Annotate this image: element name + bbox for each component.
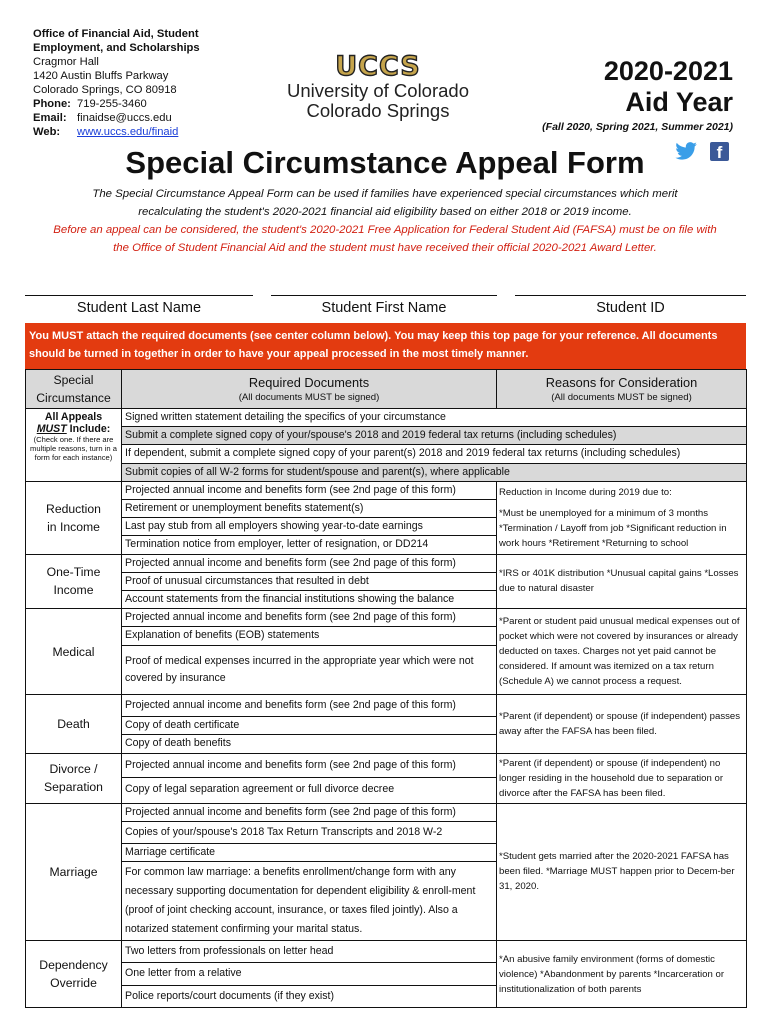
student-id-field[interactable]: Student ID xyxy=(515,295,746,316)
list-item: Projected annual income and benefits form (see 2nd page of this form) xyxy=(122,555,496,573)
list-item: Submit a complete signed copy of your/spouse's 2018 and 2019 federal tax returns (including schedules) xyxy=(122,427,746,445)
reduction-reason-body: *Must be unemployed for a minimum of 3 months *Termination / Layoff from job *Significant reduction in work hours *Retirement *Returning to school xyxy=(499,507,727,549)
header-required-documents xyxy=(122,370,497,409)
dependency-label2: Override xyxy=(50,976,97,991)
reduction-label1: Reduction xyxy=(46,501,101,516)
list-item: Projected annual income and benefits form (see 2nd page of this form) xyxy=(122,482,496,500)
circumstance-table xyxy=(25,369,747,1008)
divorce-label2: Separation xyxy=(44,780,103,795)
marriage-label: Marriage xyxy=(26,803,122,941)
aid-year-label: Aid Year xyxy=(625,87,733,117)
divorce-reasons: *Parent (if dependent) or spouse (if independent) no longer residing in the household due to separation or divorce after the FAFSA has been filed. xyxy=(497,753,747,803)
university-name-line1: University of Colorado xyxy=(287,80,469,101)
dependency-reasons: *An abusive family environment (forms of domestic violence) *Abandonment by parents *Incarceration or institutionalization of both parents xyxy=(497,941,747,1008)
email-value: finaidse@uccs.edu xyxy=(77,112,172,124)
table-row-dependency-override[interactable] xyxy=(26,941,747,1008)
web-link[interactable]: www.uccs.edu/finaid xyxy=(77,126,179,138)
aid-year-value: 2020-2021 xyxy=(603,56,733,86)
list-item: Explanation of benefits (EOB) statements xyxy=(122,627,496,645)
header-reasons-title: Reasons for Consideration xyxy=(545,374,698,390)
one-time-label1: One-Time xyxy=(46,565,101,580)
dependency-label xyxy=(26,941,122,1008)
office-name-line1: Office of Financial Aid, Student xyxy=(33,28,199,40)
reduction-reason-title: Reduction in Income during 2019 due to: xyxy=(499,486,672,498)
table-row-medical[interactable] xyxy=(26,609,747,695)
web-label: Web: xyxy=(33,126,61,138)
student-first-name-field[interactable]: Student First Name xyxy=(271,295,497,316)
list-item: Proof of unusual circumstances that resulted in debt xyxy=(122,573,496,591)
student-last-name-field[interactable]: Student Last Name xyxy=(25,295,253,316)
list-item: Police reports/court documents (if they exist) xyxy=(125,989,335,1002)
intro-line2: recalculating the student's 2020-2021 financial aid eligibility based on either 2018 or 2019 income. xyxy=(138,206,632,218)
list-item: For common law marriage: a benefits enrollment/change form with any necessary supporting documentation for dependent eligibility & enroll-ment (proof of joint checking account, insurance, or taxes filed jointly). Also a notarized statement confirming your marital status. xyxy=(125,866,476,936)
list-item: If dependent, submit a complete signed copy of your parent(s) 2018 and 2019 federal tax returns (including schedules) xyxy=(122,445,746,463)
table-row-divorce-separation[interactable] xyxy=(26,753,747,803)
one-time-reasons: *IRS or 401K distribution *Unusual capital gains *Losses due to natural disaster xyxy=(497,554,747,609)
banner-line1: You MUST attach the required documents (see center column below). You may keep this top page for your reference. All documents xyxy=(29,330,718,342)
marriage-docs xyxy=(122,803,497,941)
list-item: Submit copies of all W-2 forms for student/spouse and parent(s), where applicable xyxy=(122,464,746,481)
list-item: One letter from a relative xyxy=(122,963,496,985)
header-reasons xyxy=(497,370,747,409)
office-name-line2: Employment, and Scholarships xyxy=(33,42,200,54)
uccs-wordmark: UCCS xyxy=(335,51,421,82)
dependency-label1: Dependency xyxy=(39,958,108,973)
list-item: Copy of death certificate xyxy=(122,717,496,735)
marriage-reasons: *Student gets married after the 2020-2021 FAFSA has been filed. *Marriage MUST happen prior to Decem-ber 31, 2020. xyxy=(497,803,747,941)
reduction-label xyxy=(26,481,122,554)
office-contact-block xyxy=(33,27,200,139)
address-line2: 1420 Austin Bluffs Parkway xyxy=(33,70,169,82)
list-item: Copies of your/spouse's 2018 Tax Return Transcripts and 2018 W-2 xyxy=(122,822,496,844)
header-circumstance-line2: Circumstance xyxy=(36,391,111,405)
banner-line2: should be turned in together in order to have your appeal processed in the most timely manner. xyxy=(29,348,529,360)
form-title: Special Circumstance Appeal Form xyxy=(125,145,645,180)
reduction-reasons xyxy=(497,481,747,554)
all-appeals-must: MUST xyxy=(36,423,67,435)
uccs-logo xyxy=(285,52,471,121)
medical-label: Medical xyxy=(26,609,122,695)
divorce-label xyxy=(26,753,122,803)
web-row xyxy=(33,125,200,139)
list-item: Marriage certificate xyxy=(122,844,496,862)
list-item: Account statements from the financial institutions showing the balance xyxy=(125,593,455,606)
all-appeals-note: (Check one. If there are multiple reasons, turn in a form for each instance) xyxy=(30,435,117,463)
list-item: Copy of legal separation agreement or full divorce decree xyxy=(125,783,395,796)
divorce-docs xyxy=(122,753,497,803)
medical-reasons: *Parent or student paid unusual medical expenses out of pocket which were not covered by insurances or already deducted on taxes. Charges not yet paid cannot be considered. If amount was itemized on a tax return (Schedule A) we cannot process a request. xyxy=(497,609,747,695)
header-reasons-sub: (All documents MUST be signed) xyxy=(551,391,692,403)
table-row-marriage[interactable] xyxy=(26,803,747,941)
reduction-docs xyxy=(122,481,497,554)
list-item: Projected annual income and benefits form (see 2nd page of this form) xyxy=(122,755,496,778)
death-docs xyxy=(122,695,497,754)
intro-text xyxy=(20,185,750,257)
all-appeals-docs xyxy=(122,409,747,482)
death-label: Death xyxy=(26,695,122,754)
intro-warning-line1: Before an appeal can be considered, the student's 2020-2021 Free Application for Federal Student Aid (FAFSA) must be on file with xyxy=(53,224,717,236)
header-circumstance xyxy=(26,370,122,409)
required-documents-banner xyxy=(25,323,746,369)
list-item: Projected annual income and benefits form (see 2nd page of this form) xyxy=(122,609,496,627)
one-time-docs xyxy=(122,554,497,609)
intro-warning-line2: the Office of Student Financial Aid and the student must have received their official 2020-2021 Award Letter. xyxy=(113,242,657,254)
table-row-all-appeals xyxy=(26,409,747,482)
header-required-documents-title: Required Documents xyxy=(248,374,370,390)
table-row-reduction-in-income[interactable] xyxy=(26,481,747,554)
list-item: Projected annual income and benefits form (see 2nd page of this form) xyxy=(122,804,496,822)
table-header-row xyxy=(26,370,747,409)
death-reasons: *Parent (if dependent) or spouse (if independent) passes away after the FAFSA has been filed. xyxy=(497,695,747,754)
medical-docs xyxy=(122,609,497,695)
phone-value: 719-255-3460 xyxy=(77,98,147,110)
email-label: Email: xyxy=(33,112,67,124)
list-item: Signed written statement detailing the specifics of your circumstance xyxy=(122,409,746,427)
all-appeals-label1: All Appeals xyxy=(44,411,103,423)
list-item: Projected annual income and benefits form (see 2nd page of this form) xyxy=(122,695,496,717)
table-row-death[interactable] xyxy=(26,695,747,754)
email-row xyxy=(33,111,200,125)
list-item: Proof of medical expenses incurred in the appropriate year which were not covered by insurance xyxy=(125,654,474,684)
divorce-label1: Divorce / xyxy=(49,762,98,777)
header-circumstance-line1: Special xyxy=(53,373,94,387)
all-appeals-label xyxy=(26,409,122,482)
address-line3: Colorado Springs, CO 80918 xyxy=(33,84,177,96)
table-row-one-time-income[interactable] xyxy=(26,554,747,609)
aid-year-block xyxy=(542,56,733,133)
list-item: Retirement or unemployment benefits statement(s) xyxy=(122,500,496,518)
one-time-label2: Income xyxy=(53,583,94,598)
list-item: Two letters from professionals on letter head xyxy=(122,941,496,963)
list-item: Last pay stub from all employers showing year-to-date earnings xyxy=(122,518,496,536)
facebook-icon[interactable]: f xyxy=(710,142,729,161)
aid-year-terms: (Fall 2020, Spring 2021, Summer 2021) xyxy=(542,121,733,133)
list-item: Copy of death benefits xyxy=(125,737,232,750)
phone-row xyxy=(33,97,200,111)
dependency-docs xyxy=(122,941,497,1008)
intro-line1: The Special Circumstance Appeal Form can be used if families have experienced special circumstances which merit xyxy=(92,188,678,200)
phone-label: Phone: xyxy=(33,98,71,110)
university-name-line2: Colorado Springs xyxy=(306,100,450,121)
address-line1: Cragmor Hall xyxy=(33,56,99,68)
reduction-label2: in Income xyxy=(47,519,100,534)
one-time-label xyxy=(26,554,122,609)
header-required-documents-sub: (All documents MUST be signed) xyxy=(238,391,380,403)
list-item: Termination notice from employer, letter of resignation, or DD214 xyxy=(125,538,429,551)
all-appeals-include: Include: xyxy=(66,423,111,435)
